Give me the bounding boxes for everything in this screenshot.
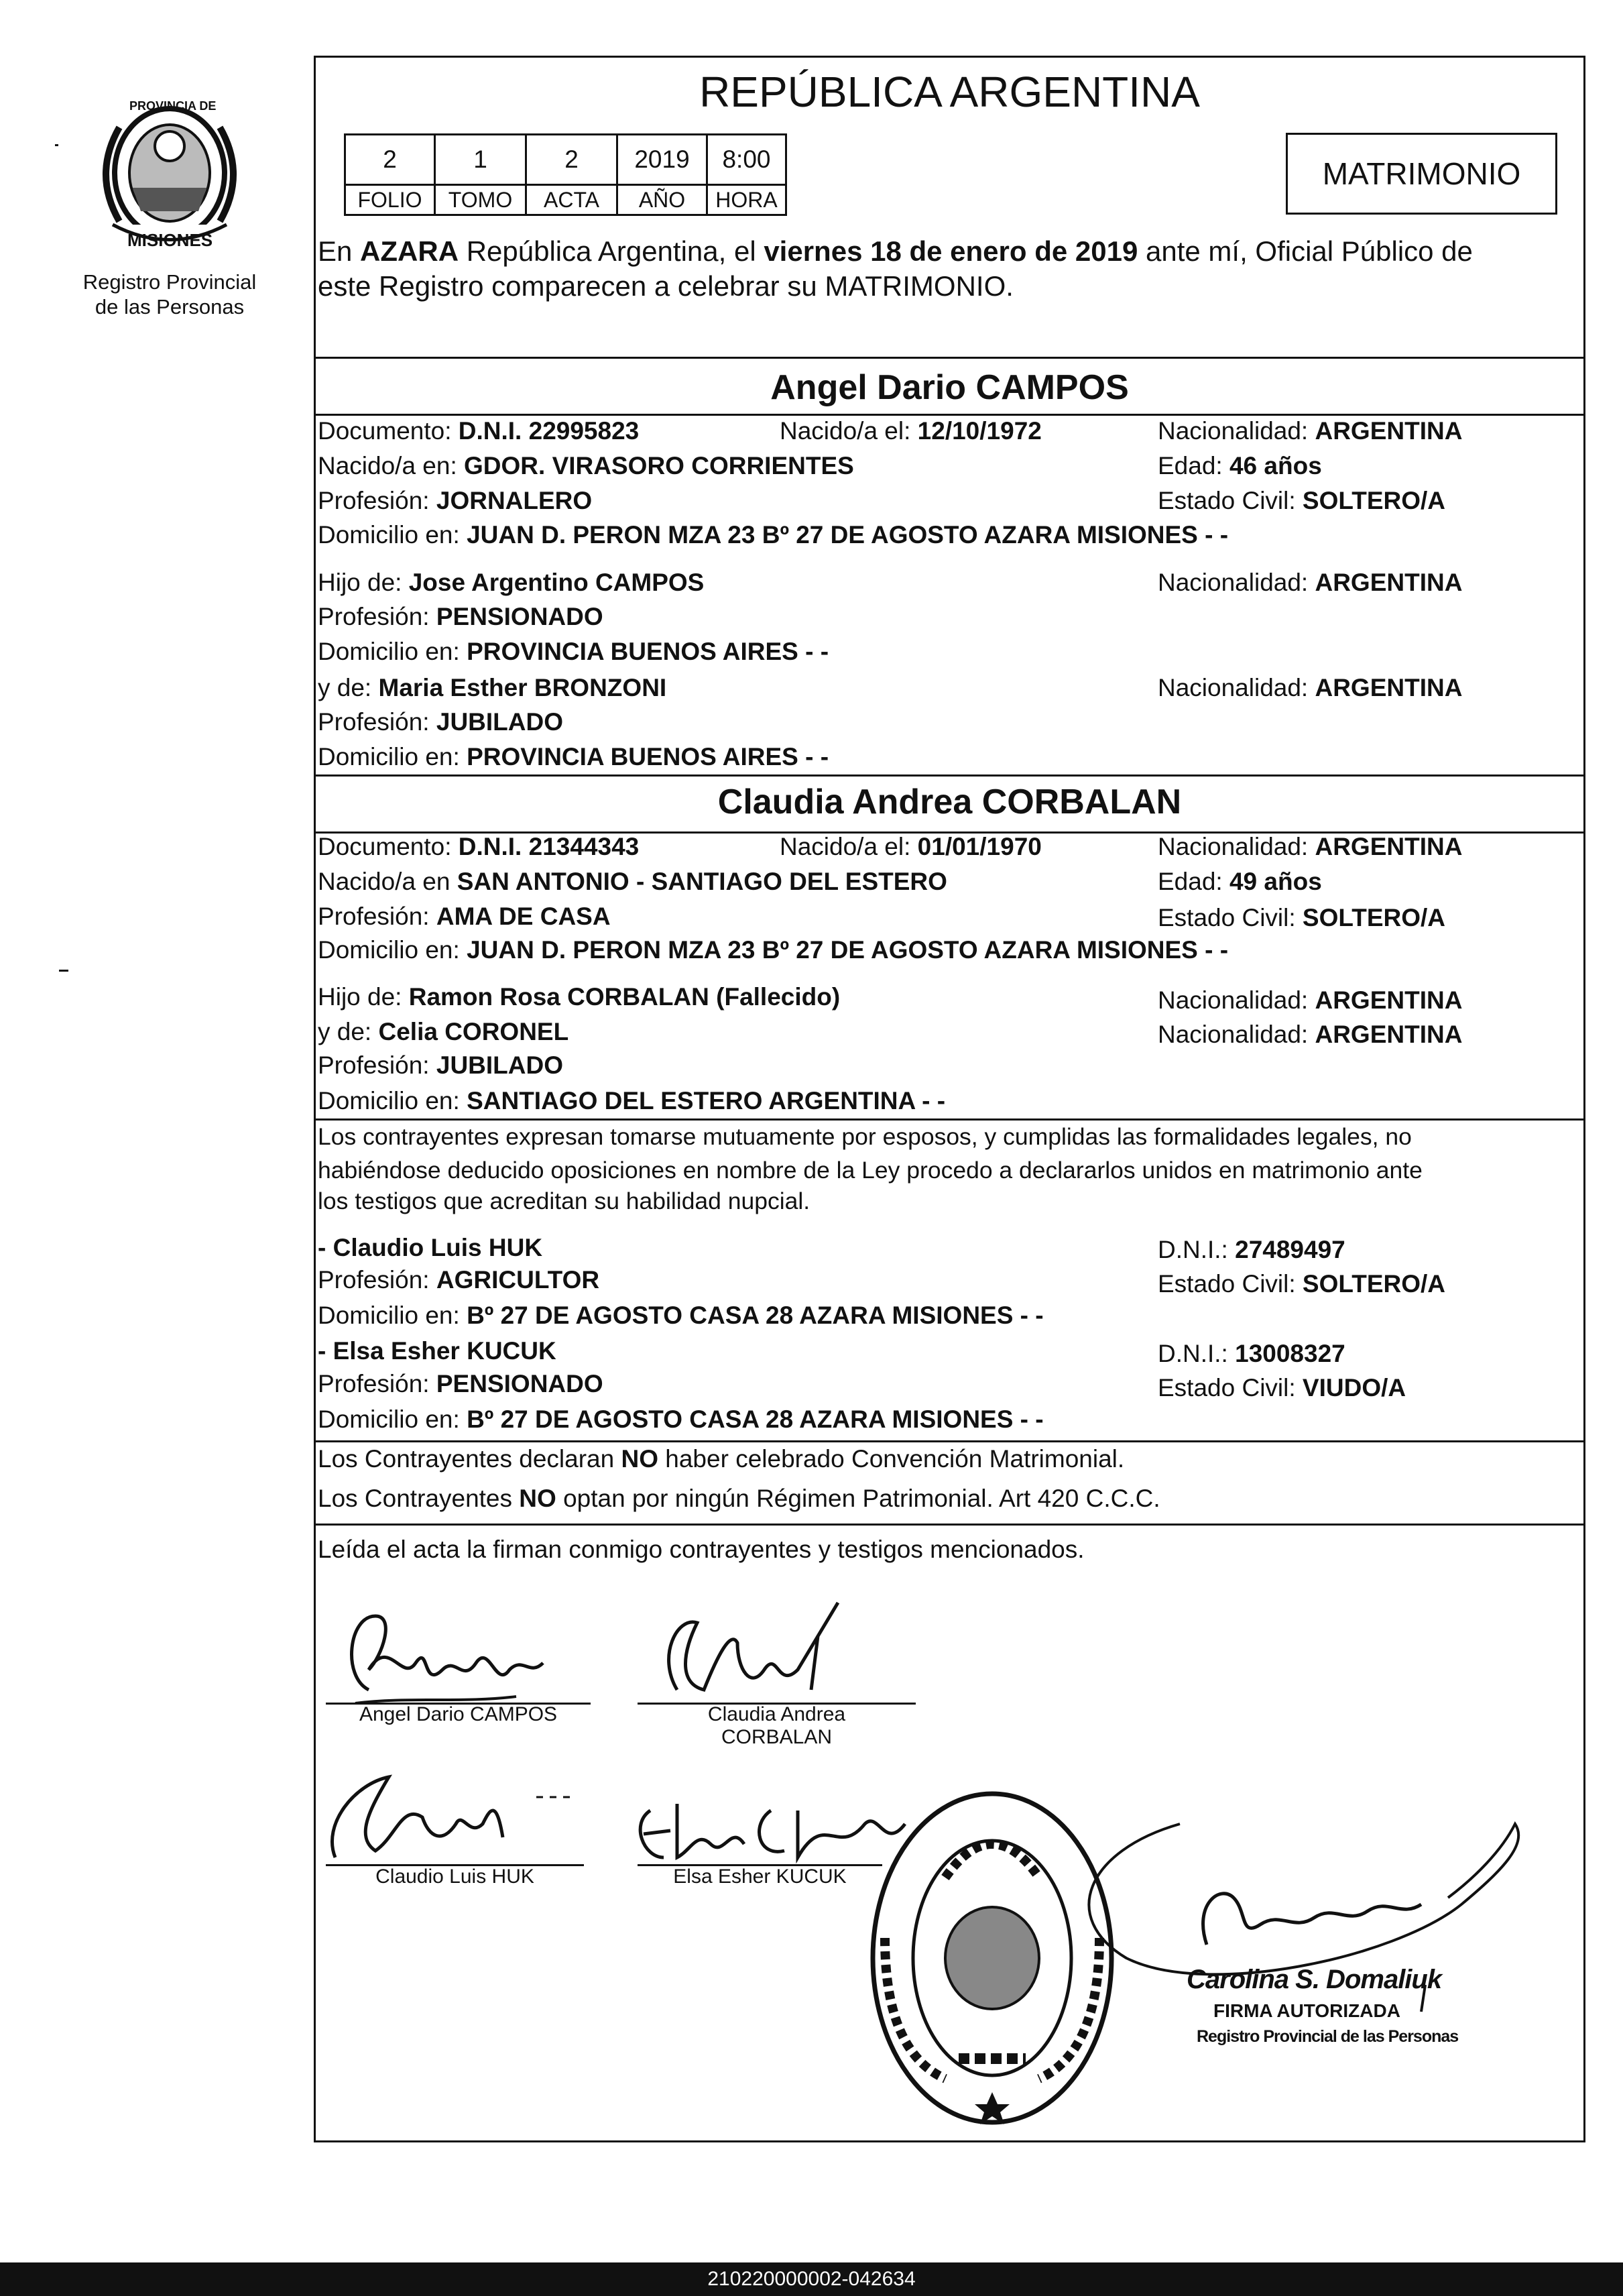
field-value: GDOR. VIRASORO CORRIENTES <box>464 452 854 479</box>
field-label: Profesión: <box>318 903 436 930</box>
spouse2-mother <box>318 1019 568 1045</box>
field-value: VIUDO/A <box>1302 1374 1406 1401</box>
field-value: PENSIONADO <box>436 1370 603 1397</box>
intro-line2: este Registro comparecen a celebrar su MATRIMONIO. <box>318 270 1014 302</box>
intro-place: AZARA <box>360 235 459 267</box>
intro-date: viernes 18 de enero de 2019 <box>764 235 1138 267</box>
field-label: Domicilio en: <box>318 521 467 549</box>
regime-negation: NO <box>621 1445 658 1473</box>
field-value: JUBILADO <box>436 1051 563 1079</box>
field-label: Edad: <box>1158 868 1229 895</box>
field-value: ARGENTINA <box>1315 833 1463 860</box>
witness1-profession <box>318 1267 599 1293</box>
act-type-box: MATRIMONIO <box>1286 133 1557 215</box>
logo-text-top: PROVINCIA DE <box>129 99 217 113</box>
spouse2-address <box>318 937 1228 963</box>
logo-text-bottom: MISIONES <box>127 230 213 250</box>
field-value: Celia CORONEL <box>378 1018 569 1045</box>
field-label: Profesión: <box>318 603 436 630</box>
field-label: Documento: <box>318 833 459 860</box>
divider <box>314 414 1585 416</box>
signature-label: Claudio Luis HUK <box>375 1866 534 1888</box>
intro-text-2: República Argentina, el <box>459 235 764 267</box>
spouse2-document <box>318 834 639 860</box>
witness1-name: - Claudio Luis HUK <box>318 1234 543 1261</box>
witness1-dni <box>1158 1237 1345 1263</box>
spouse2-birth-place <box>318 869 947 895</box>
field-value: JUAN D. PERON MZA 23 Bº 27 DE AGOSTO AZARA MISIONES - - <box>467 936 1229 964</box>
field-label: D.N.I.: <box>1158 1340 1236 1367</box>
regime-line1 <box>318 1446 1124 1472</box>
field-label: Nacionalidad: <box>1158 833 1315 860</box>
divider <box>314 357 1585 359</box>
field-label: Nacionalidad: <box>1158 417 1315 445</box>
regime-text: Los Contrayentes declaran <box>318 1445 621 1473</box>
issuer-name-line1: Registro Provincial <box>82 270 257 294</box>
spouse1-mother <box>318 675 666 701</box>
field-value: PENSIONADO <box>436 603 603 630</box>
spouse2-parents-address <box>318 1088 945 1114</box>
spouse1-mother-address <box>318 744 829 770</box>
spouse2-birth-date <box>780 834 1042 860</box>
field-label: Documento: <box>318 417 459 445</box>
field-label: Nacido/a el: <box>780 833 918 860</box>
field-value: PROVINCIA BUENOS AIRES - - <box>467 743 829 770</box>
field-label: Profesión: <box>318 708 436 736</box>
field-value: Ramon Rosa CORBALAN (Fallecido) <box>408 983 841 1011</box>
issuer-name-line2: de las Personas <box>95 295 245 319</box>
signature-claudio-huk <box>315 1757 583 1878</box>
field-value: JORNALERO <box>436 487 593 514</box>
field-label: Domicilio en: <box>318 1087 467 1114</box>
field-value: Bº 27 DE AGOSTO CASA 28 AZARA MISIONES - - <box>467 1302 1044 1329</box>
anio-value: 2019 <box>617 135 707 185</box>
spouse2-father-nationality <box>1158 988 1462 1013</box>
scan-mark <box>55 144 58 146</box>
hora-value: 8:00 <box>707 135 786 185</box>
field-label: Profesión: <box>318 487 436 514</box>
divider <box>314 1118 1585 1121</box>
official-name: Carolina S. Domaliuk <box>1187 1965 1442 1994</box>
declaration-line1: Los contrayentes expresan tomarse mutuamente por esposos, y cumplidas las formalidades legales, no <box>318 1123 1412 1150</box>
spouse1-birth-place <box>318 453 854 479</box>
spouse2-nationality <box>1158 834 1462 860</box>
field-label: Estado Civil: <box>1158 1374 1303 1401</box>
spouse1-mother-nationality <box>1158 675 1462 701</box>
folio-value: 2 <box>345 135 435 185</box>
signature-label: Angel Dario CAMPOS <box>359 1703 558 1725</box>
field-value: 13008327 <box>1235 1340 1345 1367</box>
witness2-dni <box>1158 1341 1345 1367</box>
field-value: D.N.I. 22995823 <box>458 417 640 445</box>
field-label: y de: <box>318 674 379 701</box>
field-value: SOLTERO/A <box>1302 487 1446 514</box>
registry-table <box>344 133 787 216</box>
field-label: Nacionalidad: <box>1158 986 1315 1014</box>
country-title: REPÚBLICA ARGENTINA <box>699 68 1200 116</box>
regime-text: Los Contrayentes <box>318 1485 520 1512</box>
intro-line1 <box>318 236 1473 267</box>
intro-text-3: ante mí, Oficial Público de <box>1138 235 1473 267</box>
field-value: 01/01/1970 <box>917 833 1042 860</box>
field-value: ARGENTINA <box>1315 674 1463 701</box>
field-label: Domicilio en: <box>318 1405 467 1433</box>
field-value: ARGENTINA <box>1315 569 1463 596</box>
declaration-line2: habiéndose deducido oposiciones en nombre de la Ley procedo a declararlos unidos en matrimonio ante <box>318 1157 1423 1184</box>
field-value: SANTIAGO DEL ESTERO ARGENTINA - - <box>467 1087 946 1114</box>
tomo-value: 1 <box>435 135 526 185</box>
field-label: Nacionalidad: <box>1158 1021 1315 1048</box>
field-label: Nacionalidad: <box>1158 569 1315 596</box>
field-label: Domicilio en: <box>318 1302 467 1329</box>
spouse1-document <box>318 418 639 444</box>
field-value: ARGENTINA <box>1315 1021 1463 1048</box>
hora-label: HORA <box>707 185 786 215</box>
spouse1-name: Angel Dario CAMPOS <box>770 368 1129 407</box>
official-org: Registro Provincial de las Personas <box>1197 2027 1459 2046</box>
spouse1-father <box>318 570 704 595</box>
regime-negation: NO <box>519 1485 556 1512</box>
field-value: SAN ANTONIO - SANTIAGO DEL ESTERO <box>457 868 947 895</box>
spouse2-age <box>1158 869 1322 895</box>
spouse2-civil-status <box>1158 905 1445 931</box>
spouse1-father-profession <box>318 604 603 630</box>
field-value: D.N.I. 21344343 <box>458 833 640 860</box>
spouse1-address <box>318 522 1228 548</box>
field-value: Jose Argentino CAMPOS <box>408 569 705 596</box>
field-value: JUAN D. PERON MZA 23 Bº 27 DE AGOSTO AZARA MISIONES - - <box>467 521 1229 549</box>
official-title: FIRMA AUTORIZADA <box>1213 2000 1400 2021</box>
divider <box>314 1524 1585 1526</box>
spouse1-mother-profession <box>318 709 563 735</box>
spouse2-mother-nationality <box>1158 1022 1462 1047</box>
spouse1-age <box>1158 453 1322 479</box>
field-value: JUBILADO <box>436 708 563 736</box>
spouse2-parents-profession <box>318 1053 563 1078</box>
field-label: Profesión: <box>318 1051 436 1079</box>
field-value: ARGENTINA <box>1315 986 1463 1014</box>
signature-label-line1: Claudia Andrea <box>707 1703 846 1725</box>
witness1-address <box>318 1303 1044 1328</box>
spouse1-father-address <box>318 639 829 665</box>
witness2-profession <box>318 1371 603 1397</box>
field-label: Hijo de: <box>318 569 409 596</box>
field-label: Profesión: <box>318 1370 436 1397</box>
field-value: 27489497 <box>1235 1236 1345 1263</box>
field-value: 12/10/1972 <box>917 417 1042 445</box>
field-value: PROVINCIA BUENOS AIRES - - <box>467 638 829 665</box>
witness2-civil-status <box>1158 1375 1406 1401</box>
declaration-line3: los testigos que acreditan su habilidad nupcial. <box>318 1188 810 1214</box>
field-label: Domicilio en: <box>318 936 467 964</box>
field-label: Hijo de: <box>318 983 409 1011</box>
field-label: Estado Civil: <box>1158 487 1303 514</box>
tomo-label: TOMO <box>435 185 526 215</box>
intro-text-1: En <box>318 235 361 267</box>
spouse1-birth-date <box>780 418 1042 444</box>
field-label: Estado Civil: <box>1158 904 1303 931</box>
witness1-civil-status <box>1158 1271 1445 1297</box>
field-value: Bº 27 DE AGOSTO CASA 28 AZARA MISIONES - - <box>467 1405 1044 1433</box>
field-value: SOLTERO/A <box>1302 904 1446 931</box>
field-value: 49 años <box>1229 868 1322 895</box>
field-value: AGRICULTOR <box>436 1266 600 1294</box>
regime-line2 <box>318 1486 1160 1511</box>
field-label: Estado Civil: <box>1158 1270 1303 1298</box>
field-label: Nacido/a en <box>318 868 457 895</box>
spouse2-name: Claudia Andrea CORBALAN <box>717 783 1182 821</box>
field-value: Maria Esther BRONZONI <box>378 674 667 701</box>
signature-label <box>638 1703 916 1749</box>
issuer-name <box>67 270 272 319</box>
field-value: ARGENTINA <box>1315 417 1463 445</box>
regime-text: haber celebrado Convención Matrimonial. <box>658 1445 1125 1473</box>
spouse2-profession <box>318 904 611 929</box>
spouse1-civil-status <box>1158 488 1445 514</box>
field-label: Edad: <box>1158 452 1229 479</box>
signature-label: Elsa Esher KUCUK <box>673 1866 847 1888</box>
field-value: AMA DE CASA <box>436 903 611 930</box>
folio-label: FOLIO <box>345 185 435 215</box>
regime-text: optan por ningún Régimen Patrimonial. Art 420 C.C.C. <box>556 1485 1160 1512</box>
acta-value: 2 <box>526 135 617 185</box>
scan-mark <box>59 970 68 972</box>
divider <box>314 774 1585 777</box>
spouse2-father <box>318 984 840 1010</box>
document-code-bar: 210220000002-042634 <box>0 2262 1623 2296</box>
field-value: 46 años <box>1229 452 1322 479</box>
field-label: Domicilio en: <box>318 638 467 665</box>
spouse1-profession <box>318 488 592 514</box>
witness2-address <box>318 1407 1044 1432</box>
signature-label-line2: CORBALAN <box>721 1726 833 1748</box>
spouse1-father-nationality <box>1158 570 1462 595</box>
anio-label: AÑO <box>617 185 707 215</box>
spouse1-nationality <box>1158 418 1462 444</box>
field-label: Nacido/a el: <box>780 417 918 445</box>
field-label: D.N.I.: <box>1158 1236 1236 1263</box>
field-label: Nacido/a en: <box>318 452 465 479</box>
field-label: y de: <box>318 1018 379 1045</box>
divider <box>314 1440 1585 1442</box>
acta-label: ACTA <box>526 185 617 215</box>
field-label: Nacionalidad: <box>1158 674 1315 701</box>
field-label: Domicilio en: <box>318 743 467 770</box>
field-value: SOLTERO/A <box>1302 1270 1446 1298</box>
field-label: Profesión: <box>318 1266 436 1294</box>
witness2-name: - Elsa Esher KUCUK <box>318 1337 556 1365</box>
closing-text: Leída el acta la firman conmigo contrayentes y testigos mencionados. <box>318 1536 1085 1563</box>
